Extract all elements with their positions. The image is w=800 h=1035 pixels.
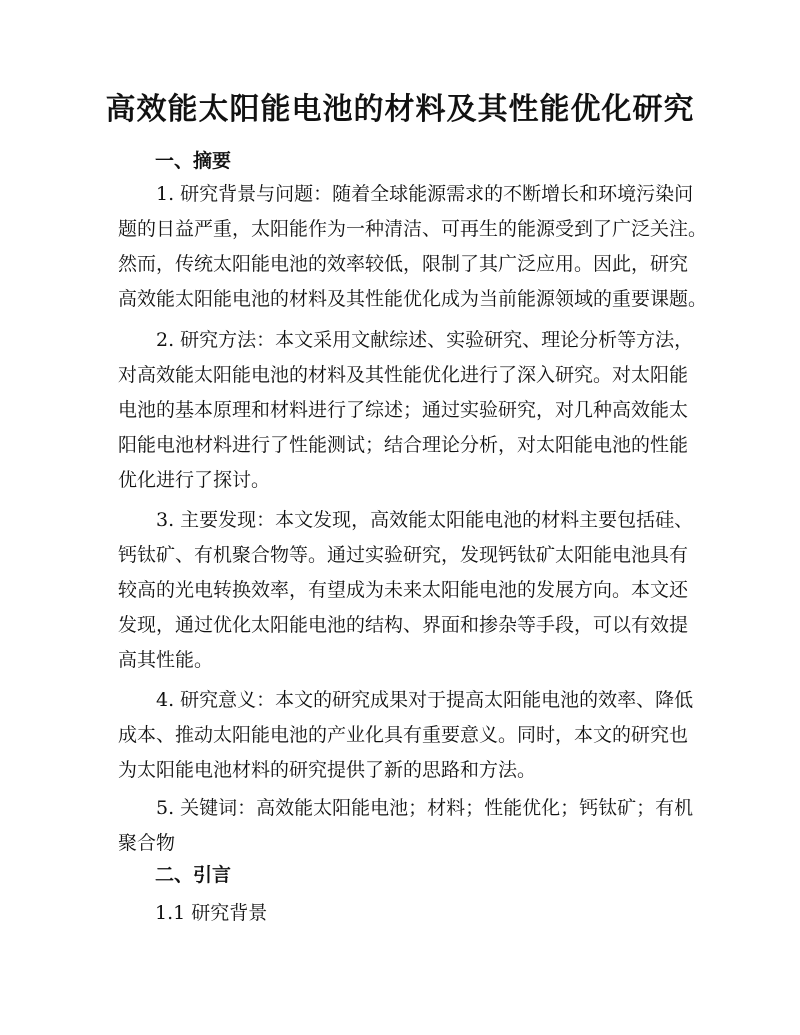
abstract-paragraph-3 [118, 503, 694, 678]
abstract-paragraph-2 [118, 323, 694, 498]
abstract-paragraph-1 [118, 177, 708, 317]
paragraph-line: 发现，通过优化太阳能电池的结构、界面和掺杂等手段，可以有效提 [118, 614, 689, 636]
paragraph-line: 3. 主要发现：本文发现，高效能太阳能电池的材料主要包括硅、 [156, 509, 694, 531]
paragraph-line: 为太阳能电池材料的研究提供了新的思路和方法。 [118, 759, 537, 781]
paragraph-line: 5. 关键词：高效能太阳能电池；材料；性能优化；钙钛矿；有机 [156, 797, 694, 819]
paragraph-line: 1. 研究背景与问题：随着全球能源需求的不断增长和环境污染问 [156, 183, 694, 205]
paragraph-line: 优化进行了探讨。 [118, 469, 271, 491]
paragraph-line: 然而，传统太阳能电池的效率较低，限制了其广泛应用。因此，研究 [118, 253, 689, 275]
abstract-paragraph-5 [118, 791, 694, 861]
paragraph-line: 4. 研究意义：本文的研究成果对于提高太阳能电池的效率、降低 [156, 689, 694, 711]
section-heading-abstract: 一、摘要 [155, 150, 232, 172]
document-title: 高效能太阳能电池的材料及其性能优化研究 [105, 92, 695, 127]
paragraph-line: 成本、推动太阳能电池的产业化具有重要意义。同时，本文的研究也 [118, 724, 689, 746]
paragraph-line: 钙钛矿、有机聚合物等。通过实验研究，发现钙钛矿太阳能电池具有 [118, 544, 689, 566]
paragraph-line: 阳能电池材料进行了性能测试；结合理论分析，对太阳能电池的性能 [118, 434, 689, 456]
paragraph-line: 较高的光电转换效率，有望成为未来太阳能电池的发展方向。本文还 [118, 579, 689, 601]
abstract-paragraph-4 [118, 683, 694, 788]
paragraph-line: 对高效能太阳能电池的材料及其性能优化进行了深入研究。对太阳能 [118, 364, 689, 386]
paragraph-line: 电池的基本原理和材料进行了综述；通过实验研究，对几种高效能太 [118, 399, 689, 421]
paragraph-line: 2. 研究方法：本文采用文献综述、实验研究、理论分析等方法， [156, 329, 694, 351]
paragraph-line: 题的日益严重，太阳能作为一种清洁、可再生的能源受到了广泛关注。 [118, 218, 708, 240]
section-heading-introduction: 二、引言 [155, 864, 232, 886]
paragraph-line: 聚合物 [118, 832, 176, 854]
paragraph-line: 高其性能。 [118, 649, 214, 671]
subsection-heading-background: 1.1 研究背景 [155, 902, 268, 924]
paragraph-line: 高效能太阳能电池的材料及其性能优化成为当前能源领域的重要课题。 [118, 288, 708, 310]
